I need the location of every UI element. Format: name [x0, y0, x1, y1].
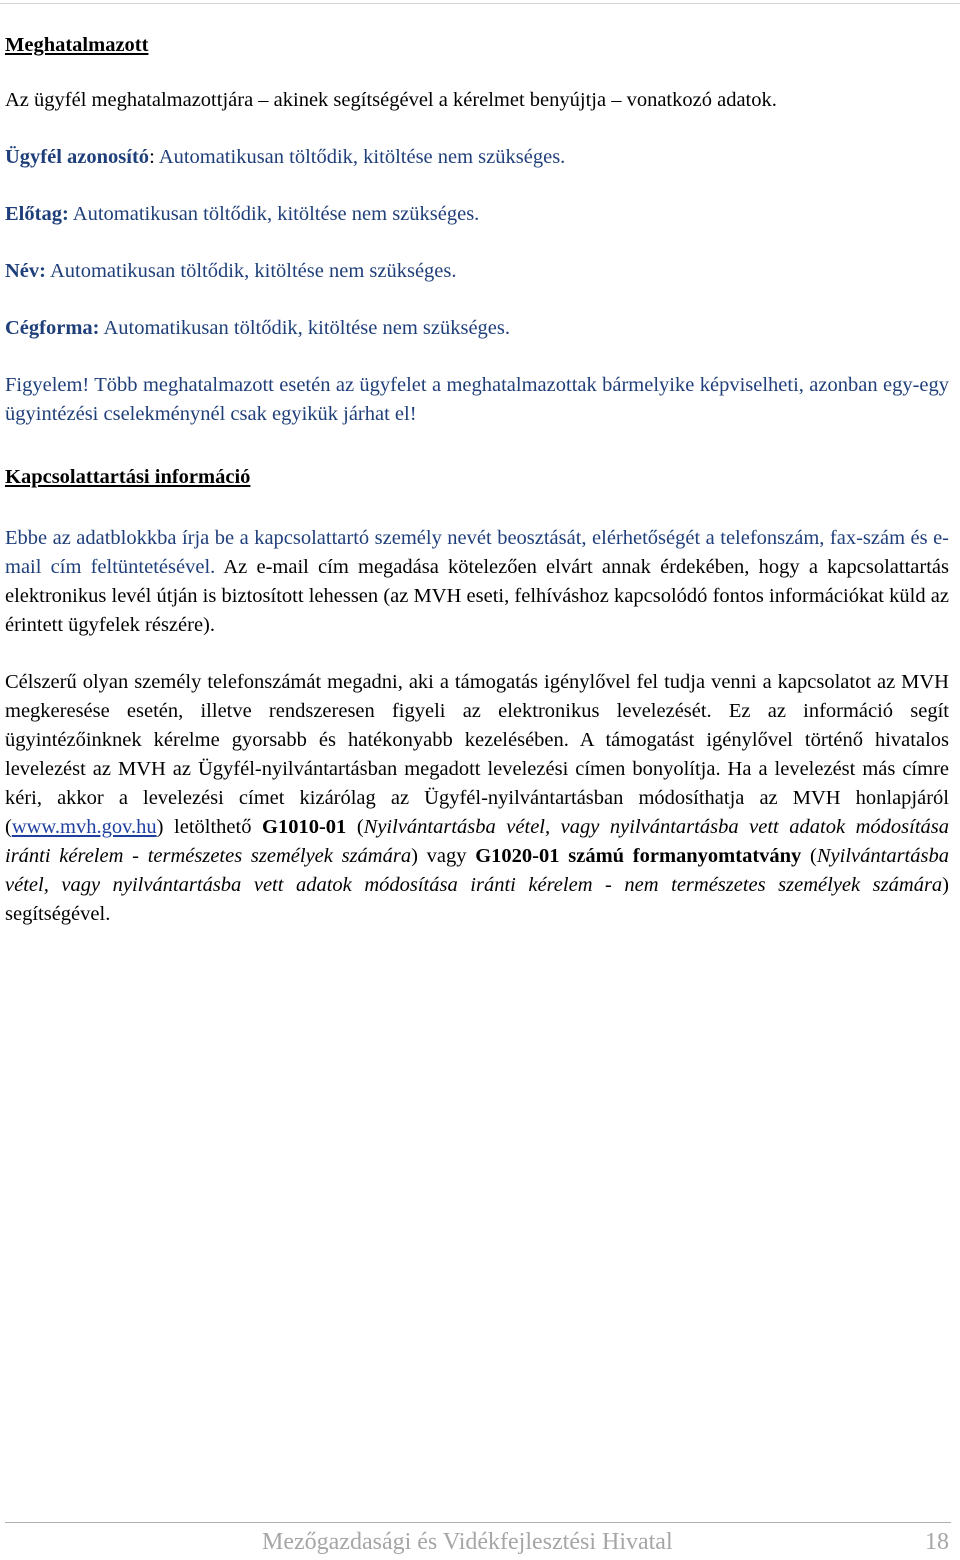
- field-label: Előtag:: [5, 203, 69, 225]
- mvh-website-link[interactable]: www.mvh.gov.hu: [11, 816, 157, 838]
- contact-paragraph-2: [5, 668, 949, 929]
- page-footer: [0, 1518, 960, 1560]
- section-heading-kapcsolattartas: Kapcsolattartási információ: [5, 466, 251, 488]
- warning-text: Több meghatalmazott esetén az ügyfelet a meghatalmazottak bármelyike képviselheti, azonban egy-egy ügyintézési cselekménynél csak egyikük járhat el!: [5, 374, 949, 425]
- contact-paragraph-1-part-a: Ebbe az adatblokkba írja be a kapcsolattartó személy nevét beosztását, elérhetőségét a telefonszám, fax-szám és e-mail cím feltüntetésével.: [5, 527, 949, 578]
- field-value: Automatikusan töltődik, kitöltése nem szükséges.: [103, 317, 511, 339]
- footer-organization-title: Mezőgazdasági és Vidékfejlesztési Hivatal: [262, 1529, 673, 1555]
- field-value: Automatikusan töltődik, kitöltése nem szükséges.: [158, 146, 566, 168]
- form-code-g1020: G1020-01 számú formanyomtatvány: [475, 845, 802, 867]
- form-title-g1010: Nyilvántartásba vétel, vagy nyilvántartásba vett adatok módosítása iránti kérelem - természetes személyek számára: [5, 816, 949, 867]
- warning-paragraph: [5, 371, 949, 429]
- contact-paragraph-2-text: (: [346, 816, 364, 838]
- field-ugyfel-azonosito: [5, 143, 949, 172]
- contact-paragraph-1: [5, 524, 949, 640]
- field-label: Ügyfél azonosító: [5, 146, 150, 168]
- page-number: 18: [925, 1529, 949, 1555]
- form-code-g1010: G1010-01: [262, 816, 347, 838]
- field-value: Automatikusan töltődik, kitöltése nem szükséges.: [72, 203, 480, 225]
- field-label: Név:: [5, 260, 46, 282]
- field-separator: :: [149, 146, 159, 168]
- field-elotag: [5, 200, 949, 229]
- field-cegforma: [5, 314, 949, 343]
- contact-paragraph-2-text: ) segítségével.: [5, 874, 949, 925]
- contact-paragraph-2-text: ) letölthető: [156, 816, 262, 838]
- top-rule: [0, 3, 960, 4]
- contact-paragraph-1-part-b: Az e-mail cím megadása kötelezően elvárt annak érdekében, hogy a kapcsolattartás elektronikus levél útján is biztosított lehessen (az MVH eseti, felhíváshoz kapcsolódó fontos információkat küld az érintett ügyfelek részére).: [5, 556, 949, 636]
- contact-paragraph-2-text: Célszerű olyan személy telefonszámát megadni, aki a támogatás igénylővel fel tudja venni a kapcsolatot az MVH megkeresése esetén, illetve rendszeresen figyeli az elektronikus levelezését. Ez az információ segít ügyintézőinknek kérelme gyorsabb és hatékonyabb kezelésében. A támogatást igénylővel történő hivatalos levelezést az MVH az Ügyfél-nyilvántartásban megadott levelezési címen bonyolítja. Ha a levelezést más címre kéri, akkor a levelezési címet kizárólag az Ügyfél-nyilvántartásban módosíthatja az MVH honlapjáról (: [5, 671, 949, 838]
- field-label: Cégforma:: [5, 317, 100, 339]
- contact-paragraph-2-text: ) vagy: [411, 845, 476, 867]
- form-title-g1020: Nyilvántartásba vétel, vagy nyilvántartásba vett adatok módosítása iránti kérelem - nem természetes személyek számára: [5, 845, 949, 896]
- field-value: Automatikusan töltődik, kitöltése nem szükséges.: [49, 260, 457, 282]
- contact-paragraph-2-text: (: [801, 845, 817, 867]
- field-nev: [5, 257, 949, 286]
- warning-lead: Figyelem!: [5, 374, 90, 396]
- footer-rule: [5, 1522, 951, 1523]
- section-heading-meghatalmazott: Meghatalmazott: [5, 34, 149, 56]
- intro-paragraph: Az ügyfél meghatalmazottjára – akinek segítségével a kérelmet benyújtja – vonatkozó adatok.: [5, 89, 777, 111]
- document-body: [5, 30, 949, 929]
